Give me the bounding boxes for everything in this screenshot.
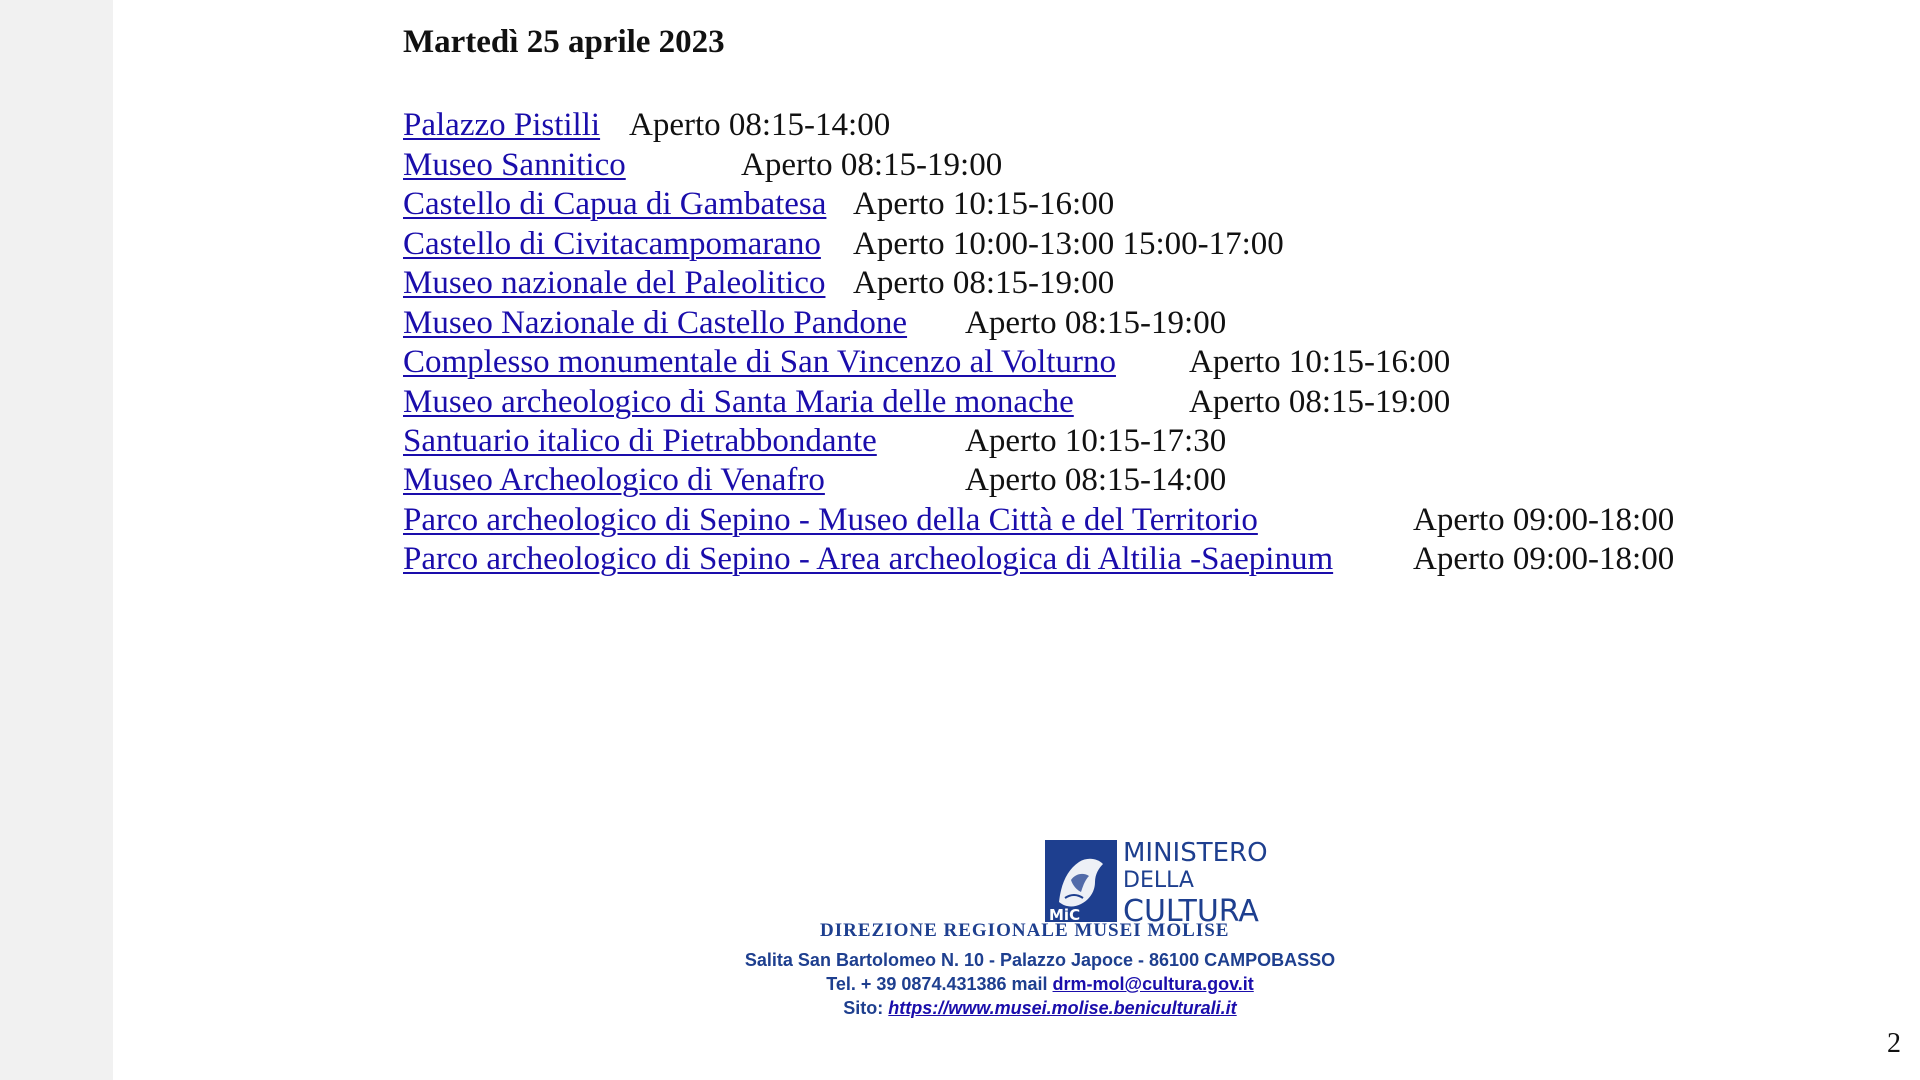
opening-hours: Aperto 08:15-14:00	[965, 462, 1227, 498]
site-link-santa-maria-delle-monache[interactable]: Museo archeologico di Santa Maria delle monache	[403, 384, 1074, 420]
direzione-regionale-heading: DIREZIONE REGIONALE MUSEI MOLISE	[820, 920, 1230, 941]
opening-hours: Aperto 08:15-19:00	[741, 147, 1003, 183]
mic-mark-text: MiC	[1049, 906, 1081, 922]
site-link-castello-gambatesa[interactable]: Castello di Capua di Gambatesa	[403, 186, 827, 222]
site-link-palazzo-pistilli[interactable]: Palazzo Pistilli	[403, 107, 601, 143]
footer-address: Salita San Bartolomeo N. 10 - Palazzo Japoce - 86100 CAMPOBASSO	[744, 950, 1336, 970]
footer-site-link[interactable]: https://www.musei.molise.beniculturali.it	[888, 998, 1237, 1018]
footer-site-label: Sito:	[843, 998, 889, 1018]
site-link-san-vincenzo-al-volturno[interactable]: Complesso monumentale di San Vincenzo al Volturno	[403, 344, 1116, 380]
site-link-castello-civitacampomarano[interactable]: Castello di Civitacampomarano	[403, 226, 821, 262]
site-link-museo-venafro[interactable]: Museo Archeologico di Venafro	[403, 462, 825, 498]
opening-hours: Aperto 10:15-16:00	[853, 186, 1115, 222]
logo-line-della: DELLA	[1123, 868, 1194, 893]
footer-contact-line	[0, 974, 1920, 995]
opening-hours: Aperto 08:15-19:00	[853, 265, 1115, 301]
opening-hours: Aperto 10:15-17:30	[965, 423, 1227, 459]
opening-hours: Aperto 10:00-13:00 15:00-17:00	[853, 226, 1284, 262]
footer-email-link[interactable]: drm-mol@cultura.gov.it	[1052, 974, 1254, 994]
opening-hours: Aperto 08:15-19:00	[965, 305, 1227, 341]
footer-site-line	[0, 998, 1920, 1019]
document-page	[113, 0, 1920, 1080]
mic-emblem-icon	[1045, 840, 1117, 922]
opening-hours: Aperto 10:15-16:00	[1189, 344, 1451, 380]
page-number: 2	[1887, 1028, 1901, 1059]
site-link-pietrabbondante[interactable]: Santuario italico di Pietrabbondante	[403, 423, 877, 459]
site-link-museo-sannitico[interactable]: Museo Sannitico	[403, 147, 626, 183]
site-link-castello-pandone[interactable]: Museo Nazionale di Castello Pandone	[403, 305, 908, 341]
opening-hours: Aperto 09:00-18:00	[1413, 541, 1675, 577]
ministero-cultura-logo	[1045, 838, 1273, 928]
opening-hours: Aperto 09:00-18:00	[1413, 502, 1675, 538]
site-link-sepino-museo[interactable]: Parco archeologico di Sepino - Museo della Città e del Territorio	[403, 502, 1258, 538]
site-link-museo-paleolitico[interactable]: Museo nazionale del Paleolitico	[403, 265, 826, 301]
logo-line-cultura: CULTURA	[1123, 894, 1259, 929]
opening-hours: Aperto 08:15-19:00	[1189, 384, 1451, 420]
logo-line-ministero: MINISTERO	[1123, 838, 1268, 868]
opening-hours: Aperto 08:15-14:00	[629, 107, 891, 143]
date-heading: Martedì 25 aprile 2023	[403, 24, 725, 60]
site-link-sepino-altilia[interactable]: Parco archeologico di Sepino - Area archeologica di Altilia -Saepinum	[403, 541, 1334, 577]
footer-tel: Tel. + 39 0874.431386 mail	[826, 974, 1053, 994]
